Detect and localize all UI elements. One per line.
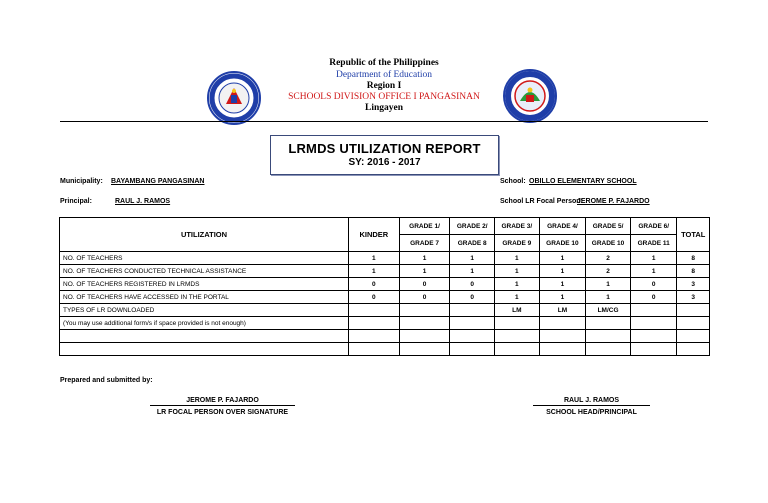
table-cell: 2 (586, 265, 631, 278)
table-cell: 1 (630, 252, 677, 265)
table-cell: 0 (349, 278, 400, 291)
table-cell (399, 317, 450, 330)
table-header-row-1 (60, 218, 710, 235)
table-cell: LM (494, 304, 539, 317)
school-value: OBILLO ELEMENTARY SCHOOL (529, 178, 637, 185)
table-cell: 0 (450, 278, 495, 291)
table-cell: 1 (494, 291, 539, 304)
table-cell (450, 330, 495, 343)
table-cell: 8 (677, 265, 710, 278)
table-cell (450, 304, 495, 317)
table-cell (539, 317, 586, 330)
left-signature-name: JEROME P. FAJARDO (150, 397, 295, 406)
table-cell (399, 343, 450, 356)
row-label: NO. OF TEACHERS REGISTERED IN LRMDS (60, 278, 349, 291)
table-cell: 8 (677, 252, 710, 265)
table-row (60, 330, 710, 343)
grade1-header-top: GRADE 1/ (399, 218, 450, 235)
table-cell (539, 343, 586, 356)
table-row (60, 265, 710, 278)
table-cell: 0 (450, 291, 495, 304)
left-signature-role: LR FOCAL PERSON OVER SIGNATURE (156, 409, 289, 416)
row-label: (You may use additional form/s if space provided is not enough) (60, 317, 349, 330)
table-cell: 1 (586, 278, 631, 291)
table-cell: LM (539, 304, 586, 317)
table-cell (586, 343, 631, 356)
table-row (60, 291, 710, 304)
table-cell (630, 317, 677, 330)
report-title-box (270, 135, 499, 175)
table-cell (586, 330, 631, 343)
table-cell: 3 (677, 291, 710, 304)
table-cell: 2 (586, 252, 631, 265)
table-cell: 1 (494, 265, 539, 278)
table-cell (349, 343, 400, 356)
focal-person-label: School LR Focal Person: (500, 198, 583, 205)
utilization-header: UTILIZATION (60, 218, 349, 252)
table-cell (677, 317, 710, 330)
grade5-header-top: GRADE 5/ (586, 218, 631, 235)
table-cell: 0 (399, 278, 450, 291)
table-cell (630, 330, 677, 343)
focal-person-value: JEROME P. FAJARDO (577, 198, 650, 205)
table-cell (450, 343, 495, 356)
table-cell (399, 304, 450, 317)
table-cell: 1 (539, 252, 586, 265)
table-cell (494, 343, 539, 356)
table-cell: 1 (399, 252, 450, 265)
letterhead-divider (60, 121, 708, 122)
table-cell (349, 304, 400, 317)
table-row (60, 343, 710, 356)
table-cell (349, 317, 400, 330)
grade9-header: GRADE 9 (494, 235, 539, 252)
grade2-header-top: GRADE 2/ (450, 218, 495, 235)
prepared-by-label: Prepared and submitted by: (60, 377, 153, 384)
table-cell (349, 330, 400, 343)
total-header: TOTAL (677, 218, 710, 252)
table-cell: 1 (539, 265, 586, 278)
table-cell: 1 (630, 265, 677, 278)
division-line: SCHOOLS DIVISION OFFICE I PANGASINAN (288, 92, 480, 102)
school-year: SY: 2016 - 2017 (348, 157, 421, 168)
grade7-header: GRADE 7 (399, 235, 450, 252)
table-cell (450, 317, 495, 330)
utilization-table (59, 217, 710, 356)
table-cell: 1 (539, 291, 586, 304)
table-cell: 1 (539, 278, 586, 291)
grade6-header-top: GRADE 6/ (630, 218, 677, 235)
grade4-header-top: GRADE 4/ (539, 218, 586, 235)
department-line: Department of Education (335, 70, 433, 80)
table-cell (494, 330, 539, 343)
row-label: NO. OF TEACHERS CONDUCTED TECHNICAL ASSISTANCE (60, 265, 349, 278)
table-cell: 1 (494, 252, 539, 265)
table-cell (677, 304, 710, 317)
municipality-value: BAYAMBANG PANGASINAN (111, 178, 205, 185)
table-row (60, 304, 710, 317)
table-cell (630, 343, 677, 356)
right-signature-name: RAUL J. RAMOS (533, 397, 650, 406)
school-label: School: (500, 178, 526, 185)
table-cell: 0 (630, 291, 677, 304)
report-title: LRMDS UTILIZATION REPORT (288, 141, 481, 156)
town-line: Lingayen (364, 103, 403, 113)
table-row (60, 252, 710, 265)
right-signature-role: SCHOOL HEAD/PRINCIPAL (546, 409, 637, 416)
table-cell: 1 (450, 265, 495, 278)
table-cell: 0 (399, 291, 450, 304)
table-cell: 1 (349, 265, 400, 278)
table-cell (677, 330, 710, 343)
principal-label: Principal: (60, 198, 92, 205)
region-line: Region I (366, 81, 402, 91)
grade11-header: GRADE 11 (630, 235, 677, 252)
table-row (60, 278, 710, 291)
row-label: TYPES OF LR DOWNLOADED (60, 304, 349, 317)
table-cell (494, 317, 539, 330)
republic-line: Republic of the Philippines (329, 58, 439, 68)
table-cell (630, 304, 677, 317)
kinder-header: KINDER (349, 218, 400, 252)
table-cell (677, 343, 710, 356)
table-cell: 1 (494, 278, 539, 291)
table-cell (539, 330, 586, 343)
row-label (60, 330, 349, 343)
table-cell: 0 (349, 291, 400, 304)
grade3-header-top: GRADE 3/ (494, 218, 539, 235)
municipality-label: Municipality: (60, 178, 103, 185)
grade8-header: GRADE 8 (450, 235, 495, 252)
table-cell: LM/CG (586, 304, 631, 317)
table-cell (399, 330, 450, 343)
table-cell: 1 (349, 252, 400, 265)
row-label (60, 343, 349, 356)
grade10b-header: GRADE 10 (586, 235, 631, 252)
table-cell: 0 (630, 278, 677, 291)
grade10-header: GRADE 10 (539, 235, 586, 252)
table-cell: 1 (399, 265, 450, 278)
table-cell: 1 (586, 291, 631, 304)
table-cell (586, 317, 631, 330)
row-label: NO. OF TEACHERS (60, 252, 349, 265)
table-cell: 3 (677, 278, 710, 291)
principal-value: RAUL J. RAMOS (115, 198, 171, 205)
table-cell: 1 (450, 252, 495, 265)
row-label: NO. OF TEACHERS HAVE ACCESSED IN THE PORTAL (60, 291, 349, 304)
table-row (60, 317, 710, 330)
